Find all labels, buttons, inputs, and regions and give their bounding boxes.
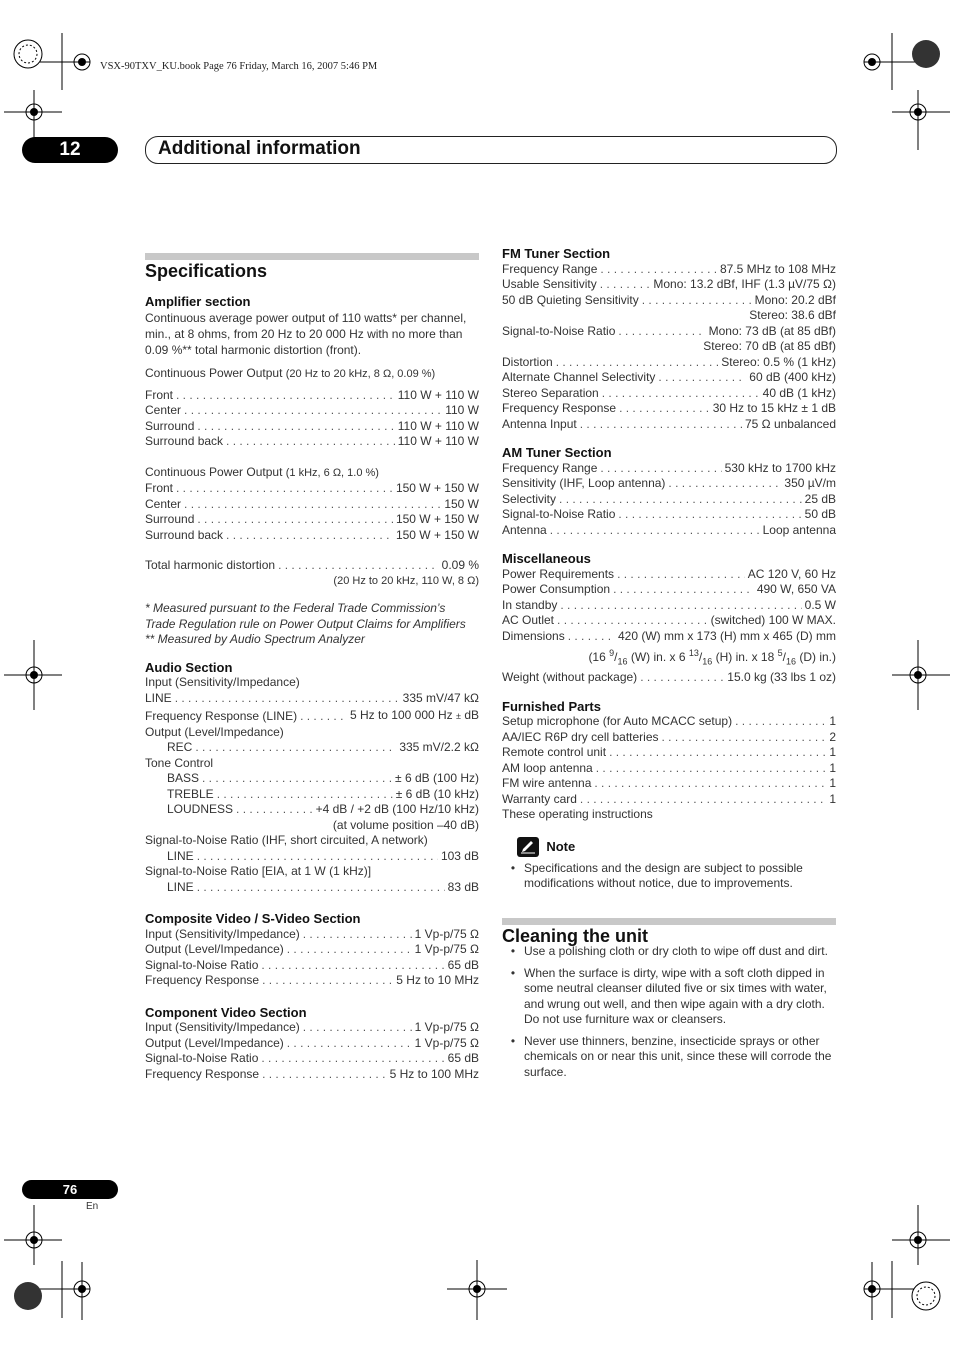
audio-rec-row: REC . . . 335 mV/2.2 kΩ	[145, 740, 479, 756]
cpo2-label: Continuous Power Output (1 kHz, 6 Ω, 1.0 %)	[145, 464, 379, 479]
bullet-icon: •	[510, 860, 516, 875]
page-number: 76	[22, 1180, 118, 1199]
spec-row: Signal-to-Noise Ratio . . . 65 dB	[145, 958, 479, 974]
audio-loudness-row: LOUDNESS . . . +4 dB / +2 dB (100 Hz/10 kHz)	[145, 802, 479, 818]
cpo2-table	[145, 481, 479, 543]
spec-row-cont: Stereo: 38.6 dBf	[749, 308, 836, 322]
spec-row: Front . . . 110 W + 110 W	[145, 388, 479, 404]
spec-row: Frequency Response . . . 30 Hz to 15 kHz ± 1 dB	[502, 401, 836, 417]
audio-loudness-cond: (at volume position –40 dB)	[332, 817, 479, 832]
cleaning-item: • When the surface is dirty, wipe with a soft cloth dipped in some neutral cleanser diluted five or six times with water, and wrung out well, and then wipe again with a dry cloth. Do not use furniture wax or cleansers.	[502, 966, 836, 1028]
audio-bass-row: BASS . . . ± 6 dB (100 Hz)	[145, 771, 479, 787]
spec-row: Frequency Response . . . 5 Hz to 10 MHz	[145, 973, 479, 989]
spec-row: Output (Level/Impedance) . . . 1 Vp-p/75 Ω	[145, 942, 479, 958]
spec-row: Power Requirements . . . AC 120 V, 60 Hz	[502, 567, 836, 583]
thd-row: Total harmonic distortion . . . 0.09 %	[145, 558, 479, 574]
section-rule	[145, 253, 479, 260]
dimensions-row: Dimensions . . . 420 (W) mm x 173 (H) mm x 465 (D) mm	[502, 629, 836, 645]
spec-row: Warranty card . . . 1	[502, 792, 836, 808]
audio-heading: Audio Section	[145, 659, 233, 675]
spec-row: Remote control unit . . . 1	[502, 745, 836, 761]
spec-row: In standby . . . 0.5 W	[502, 598, 836, 614]
spec-row: Input (Sensitivity/Impedance) . . . 1 Vp-p/75 Ω	[145, 927, 479, 943]
spec-row: Input (Sensitivity/Impedance) . . . 1 Vp-p/75 Ω	[145, 1020, 479, 1036]
chapter-title: Additional information	[158, 138, 361, 159]
spec-row: Frequency Range . . . 87.5 MHz to 108 MHz	[502, 262, 836, 278]
spec-row: Center . . . 110 W	[145, 403, 479, 419]
spec-row: Alternate Channel Selectivity . . . 60 dB (400 kHz)	[502, 370, 836, 386]
note-box	[502, 837, 836, 857]
spec-row: Surround back . . . 110 W + 110 W	[145, 434, 479, 450]
spec-row-cont: Stereo: 70 dB (at 85 dBf)	[703, 339, 836, 353]
cleaning-title: Cleaning the unit	[502, 925, 648, 946]
cpo1-table	[145, 388, 479, 450]
spec-row: Stereo Separation . . . 40 dB (1 kHz)	[502, 386, 836, 402]
chapter-number: 12	[22, 137, 118, 163]
right-column	[502, 246, 836, 1080]
cpo1-label: Continuous Power Output (20 Hz to 20 kHz, 8 Ω, 0.09 %)	[145, 366, 436, 380]
specifications-title: Specifications	[145, 261, 268, 281]
spec-row: Signal-to-Noise Ratio . . . 50 dB	[502, 507, 836, 523]
am-heading: AM Tuner Section	[502, 445, 612, 460]
audio-input-label: Input (Sensitivity/Impedance)	[145, 675, 300, 689]
audio-treble-row: TREBLE . . . ± 6 dB (10 kHz)	[145, 787, 479, 803]
misc-heading: Miscellaneous	[502, 551, 591, 566]
spec-row: AA/IEC R6P dry cell batteries . . . 2	[502, 730, 836, 746]
spec-row: Surround . . . 150 W + 150 W	[145, 512, 479, 528]
furnished-last: These operating instructions	[502, 807, 653, 822]
note-item: • Specifications and the design are subject to possible modifications without notice, due to improvements.	[502, 861, 836, 892]
audio-snr2-row: LINE . . . 83 dB	[145, 880, 479, 896]
amplifier-heading: Amplifier section	[145, 293, 251, 309]
audio-snr1-row: LINE . . . 103 dB	[145, 849, 479, 865]
dimensions-inches: (16 $^9/_{16}$ (W) in. x 6 $^{13}/_{16}$ (H) in. x 18 $^5/_{16}$ (D) in.)	[588, 648, 836, 667]
spec-row: Antenna Input . . . 75 Ω unbalanced	[502, 417, 836, 433]
spec-row: Antenna . . . Loop antenna	[502, 523, 836, 539]
plus-minus-fraction-icon: ±	[456, 711, 461, 721]
spec-row: Sensitivity (IHF, Loop antenna) . . . 350 µV/m	[502, 476, 836, 492]
audio-tone-label: Tone Control	[145, 755, 214, 770]
bullet-icon: •	[510, 965, 516, 980]
cleaning-item: • Never use thinners, benzine, insecticide sprays or other chemicals on or near this unit, since these will corrode the surface.	[502, 1034, 836, 1081]
furnished-heading: Furnished Parts	[502, 698, 601, 714]
audio-snr1-label: Signal-to-Noise Ratio (IHF, short circuited, A network)	[145, 833, 428, 847]
spec-row: 50 dB Quieting Sensitivity . . . Mono: 20.2 dBf	[502, 293, 836, 309]
section-rule	[502, 918, 836, 925]
spec-row: Frequency Response . . . 5 Hz to 100 MHz	[145, 1067, 479, 1083]
spec-row: AC Outlet . . . (switched) 100 W MAX.	[502, 613, 836, 629]
spec-row: Surround . . . 110 W + 110 W	[145, 419, 479, 435]
spec-row: Usable Sensitivity . . . Mono: 13.2 dBf, IHF (1.3 µV/75 Ω)	[502, 277, 836, 293]
spec-row: AM loop antenna . . . 1	[502, 761, 836, 777]
note-heading: Note	[546, 839, 576, 855]
bullet-icon: •	[510, 944, 516, 959]
spec-row: Surround back . . . 150 W + 150 W	[145, 528, 479, 544]
spec-row: Power Consumption . . . 490 W, 650 VA	[502, 582, 836, 598]
spec-row: Distortion . . . Stereo: 0.5 % (1 kHz)	[502, 355, 836, 371]
audio-line-row: LINE . . . 335 mV/47 kΩ	[145, 691, 479, 707]
audio-freq-row: Frequency Response (LINE) . . . 5 Hz to 100 000 Hz ± dB	[145, 708, 479, 725]
spec-row: Signal-to-Noise Ratio . . . Mono: 73 dB (at 85 dBf)	[502, 324, 836, 340]
weight-row: Weight (without package) . . . 15.0 kg (33 lbs 1 oz)	[502, 670, 836, 686]
cleaning-item: • Use a polishing cloth or dry cloth to wipe off dust and dirt.	[502, 944, 836, 960]
audio-output-label: Output (Level/Impedance)	[145, 724, 284, 739]
thd-cond: (20 Hz to 20 kHz, 110 W, 8 Ω)	[333, 574, 479, 587]
spec-row: Center . . . 150 W	[145, 497, 479, 513]
footnote-1: * Measured pursuant to the Federal Trade Commission’s Trade Regulation rule on Power Output Claims for Amplifiers	[145, 601, 466, 631]
composite-heading: Composite Video / S-Video Section	[145, 911, 361, 926]
bullet-icon: •	[510, 1033, 516, 1048]
spec-row: FM wire antenna . . . 1	[502, 776, 836, 792]
audio-snr2-label: Signal-to-Noise Ratio [EIA, at 1 W (1 kHz)]	[145, 864, 372, 878]
left-column	[145, 253, 479, 1082]
footnote-2: ** Measured by Audio Spectrum Analyzer	[145, 632, 365, 646]
spec-row: Frequency Range . . . 530 kHz to 1700 kHz	[502, 461, 836, 477]
note-pencil-icon	[517, 837, 539, 857]
spec-row: Setup microphone (for Auto MCACC setup) . . . 1	[502, 714, 836, 730]
spec-row: Front . . . 150 W + 150 W	[145, 481, 479, 497]
spec-row: Selectivity . . . 25 dB	[502, 492, 836, 508]
component-heading: Component Video Section	[145, 1004, 307, 1020]
fm-heading: FM Tuner Section	[502, 246, 611, 261]
language-code: En	[86, 1201, 99, 1212]
spec-row: Output (Level/Impedance) . . . 1 Vp-p/75 Ω	[145, 1036, 479, 1052]
spec-row: Signal-to-Noise Ratio . . . 65 dB	[145, 1051, 479, 1067]
amplifier-intro: Continuous average power output of 110 watts* per channel, min., at 8 ohms, from 20 Hz to 20 000 Hz with no more than 0.09 %** total harmonic distortion (front).	[145, 311, 467, 357]
book-info: VSX-90TXV_KU.book Page 76 Friday, March 16, 2007 5:46 PM	[100, 61, 378, 72]
